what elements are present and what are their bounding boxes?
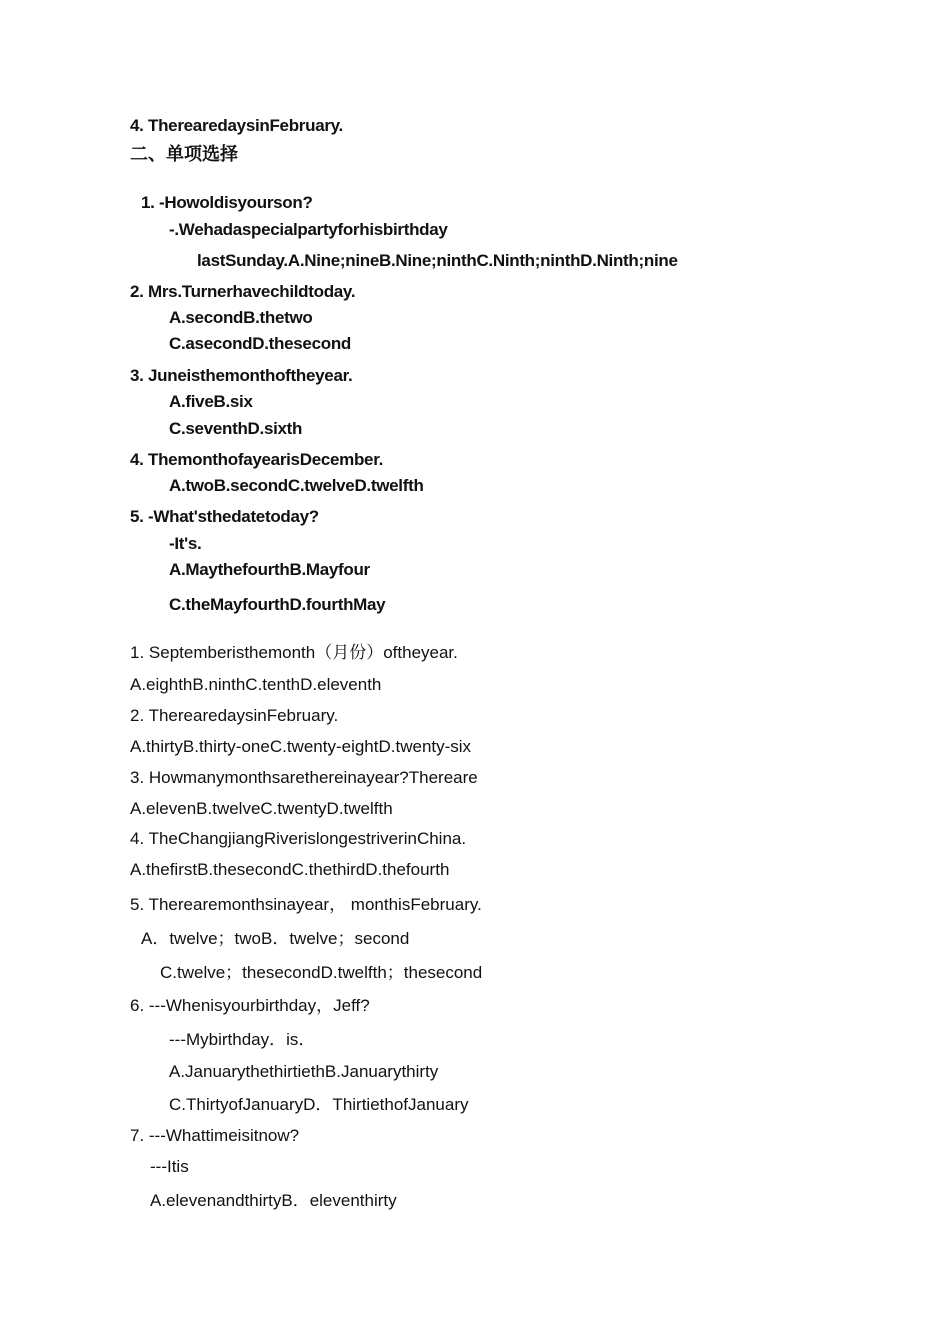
question-line: -.Wehadaspecialpartyforhisbirthday — [169, 220, 448, 239]
question-item: 4. TheChangjiangRiverislongestriverinChina. — [130, 829, 467, 848]
question-line: ---Mybirthday．is． — [169, 1030, 316, 1049]
answer-options: A.eighthB.ninthC.tenthD.eleventh — [130, 675, 382, 694]
question-item: 1. Septemberisthemonth（月份）oftheyear. — [130, 643, 458, 662]
question-item: 6. ---Whenisyourbirthday，Jeff? — [130, 996, 370, 1015]
question-item: 7. ---Whattimeisitnow? — [130, 1126, 300, 1145]
answer-options: A.MaythefourthB.Mayfour — [169, 560, 370, 579]
question-line: ---Itis — [150, 1157, 189, 1176]
answer-options: A.twoB.secondC.twelveD.twelfth — [169, 476, 424, 495]
question-item: 2. TherearedaysinFebruary. — [130, 706, 339, 725]
answer-options: A.elevenB.twelveC.twentyD.twelfth — [130, 799, 393, 818]
question-item: 5. -What'sthedatetoday? — [130, 507, 319, 526]
answer-options: C.twelve；thesecondD.twelfth；thesecond — [160, 963, 483, 982]
answer-options: A．twelve；twoB．twelve；second — [141, 929, 410, 948]
section-title: 二、单项选择 — [130, 144, 238, 165]
answer-options: A.fiveB.six — [169, 392, 253, 411]
question-item: 4. ThemonthofayearisDecember. — [130, 450, 384, 469]
answer-options: lastSunday.A.Nine;nineB.Nine;ninthC.Ninth;ninthD.Ninth;nine — [197, 251, 678, 270]
question-item: 1. -Howoldisyourson? — [141, 193, 313, 212]
question-line: -It's. — [169, 534, 202, 553]
question-item: 2. Mrs.Turnerhavechildtoday. — [130, 282, 356, 301]
answer-options: A.thirtyB.thirty-oneC.twenty-eightD.twenty-six — [130, 737, 472, 756]
question-item: 5. Therearemonthsinayear， monthisFebruary. — [130, 895, 482, 914]
answer-options: C.seventhD.sixth — [169, 419, 303, 438]
answer-options: A.secondB.thetwo — [169, 308, 313, 327]
answer-options: C.asecondD.thesecond — [169, 334, 351, 353]
question-item: 4. TherearedaysinFebruary. — [130, 116, 343, 135]
answer-options: C.theMayfourthD.fourthMay — [169, 595, 386, 614]
question-item: 3. Howmanymonthsarethereinayear?Thereare — [130, 768, 478, 787]
answer-options: A.thefirstB.thesecondC.thethirdD.thefourth — [130, 860, 450, 879]
question-item: 3. Juneisthemonthoftheyear. — [130, 366, 353, 385]
answer-options: A.JanuarythethirtiethB.Januarythirty — [169, 1062, 439, 1081]
answer-options: A.elevenandthirtyB．eleventhirty — [150, 1191, 397, 1210]
answer-options: C.ThirtyofJanuaryD．ThirtiethofJanuary — [169, 1095, 469, 1114]
